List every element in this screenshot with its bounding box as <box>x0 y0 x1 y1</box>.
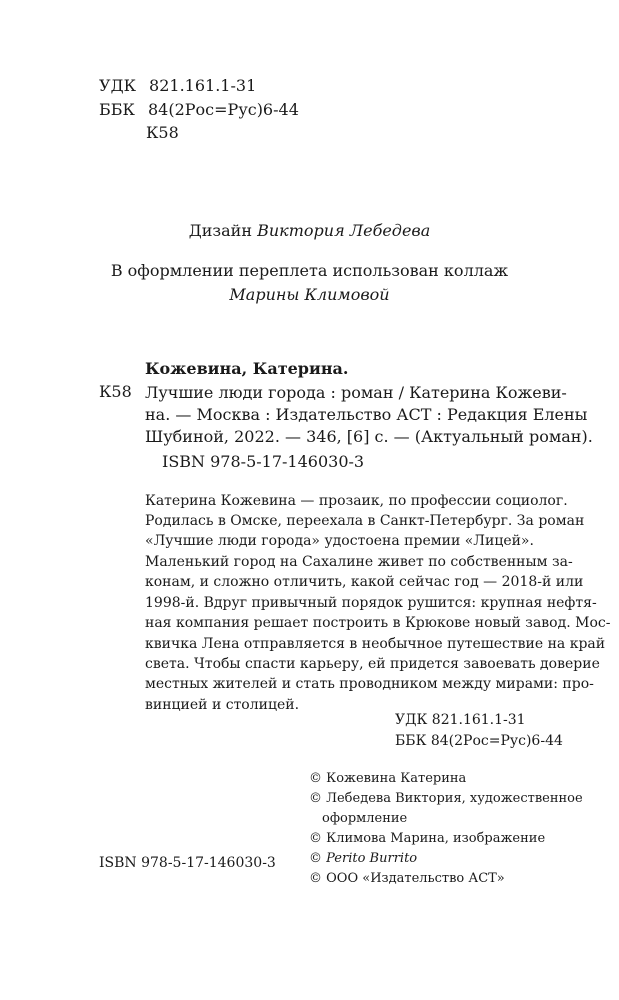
udk-label: УДК <box>99 76 136 95</box>
bottom-udk: УДК 821.161.1-31 <box>395 712 526 728</box>
bib-description-line: на. — Москва : Издательство АСТ : Редакция Елены <box>145 405 588 424</box>
copyright-holder-name: Perito Burrito <box>326 851 418 866</box>
author-bio-line: «Лучшие люди города» удостоена премии «Лицей». <box>145 533 534 549</box>
annotation <box>145 552 611 715</box>
annotation-line: винцией и столицей. <box>145 696 300 713</box>
copyright-line: © Кожевина Катерина <box>309 771 467 786</box>
bib-isbn: ISBN 978-5-17-146030-3 <box>162 452 365 471</box>
annotation-line: 1998-й. Вдруг привычный порядок рушится: крупная нефтя- <box>145 594 597 611</box>
bib-author-mark: К58 <box>99 382 132 401</box>
top-udk-row <box>99 76 256 95</box>
collage-credit-line1: В оформлении переплета использован коллаж <box>110 261 509 280</box>
copyright-line <box>309 849 583 869</box>
author-bio-line: Катерина Кожевина — прозаик, по профессии социолог. <box>145 493 568 509</box>
annotation-line: местных жителей и стать проводником между мирами: про- <box>145 676 594 693</box>
design-credit-prefix: Дизайн <box>188 221 252 240</box>
copyright-sign: © <box>309 851 327 866</box>
annotation-line: света. Чтобы спасти карьеру, ей придется завоевать доверие <box>145 656 600 673</box>
annotation-line: Маленький город на Сахалине живет по собственным за- <box>145 554 573 570</box>
udk-value: 821.161.1-31 <box>149 76 257 95</box>
top-bbk-row <box>99 100 299 119</box>
bib-description <box>145 382 593 448</box>
copyright-line: © Климова Марина, изображение <box>309 831 546 846</box>
author-bio <box>145 491 585 551</box>
design-credit <box>0 221 619 240</box>
annotation-line: конам, и сложно отличить, какой сейчас год — 2018-й или <box>145 574 584 591</box>
copyright-line: © Лебедева Виктория, художественное <box>309 791 583 806</box>
copyright-line: оформление <box>322 811 408 826</box>
bib-description-line: Лучшие люди города : роман / Катерина Кожеви- <box>145 383 567 402</box>
annotation-line: квичка Лена отправляется в необычное путешествие на край <box>145 635 606 652</box>
bottom-isbn: ISBN 978-5-17-146030-3 <box>99 855 276 871</box>
top-author-mark: К58 <box>146 123 179 142</box>
collage-credit-line2: Марины Климовой <box>229 285 390 304</box>
annotation-line: ная компания решает построить в Крюкове новый завод. Мос- <box>145 615 611 632</box>
design-credit-name: Виктория Лебедева <box>257 221 431 240</box>
copyright-line: © ООО «Издательство АСТ» <box>309 871 505 886</box>
copyright-block <box>309 769 583 889</box>
bib-description-line: Шубиной, 2022. — 346, [6] с. — (Актуальный роман). <box>145 427 593 446</box>
bbk-value: 84(2Рос=Рус)6-44 <box>148 100 299 119</box>
author-bio-line: Родилась в Омске, переехала в Санкт-Петербург. За роман <box>145 513 585 529</box>
bbk-label: ББК <box>99 100 135 119</box>
bottom-bbk: ББК 84(2Рос=Рус)6-44 <box>395 733 563 749</box>
bib-heading: Кожевина, Катерина. <box>145 359 349 378</box>
